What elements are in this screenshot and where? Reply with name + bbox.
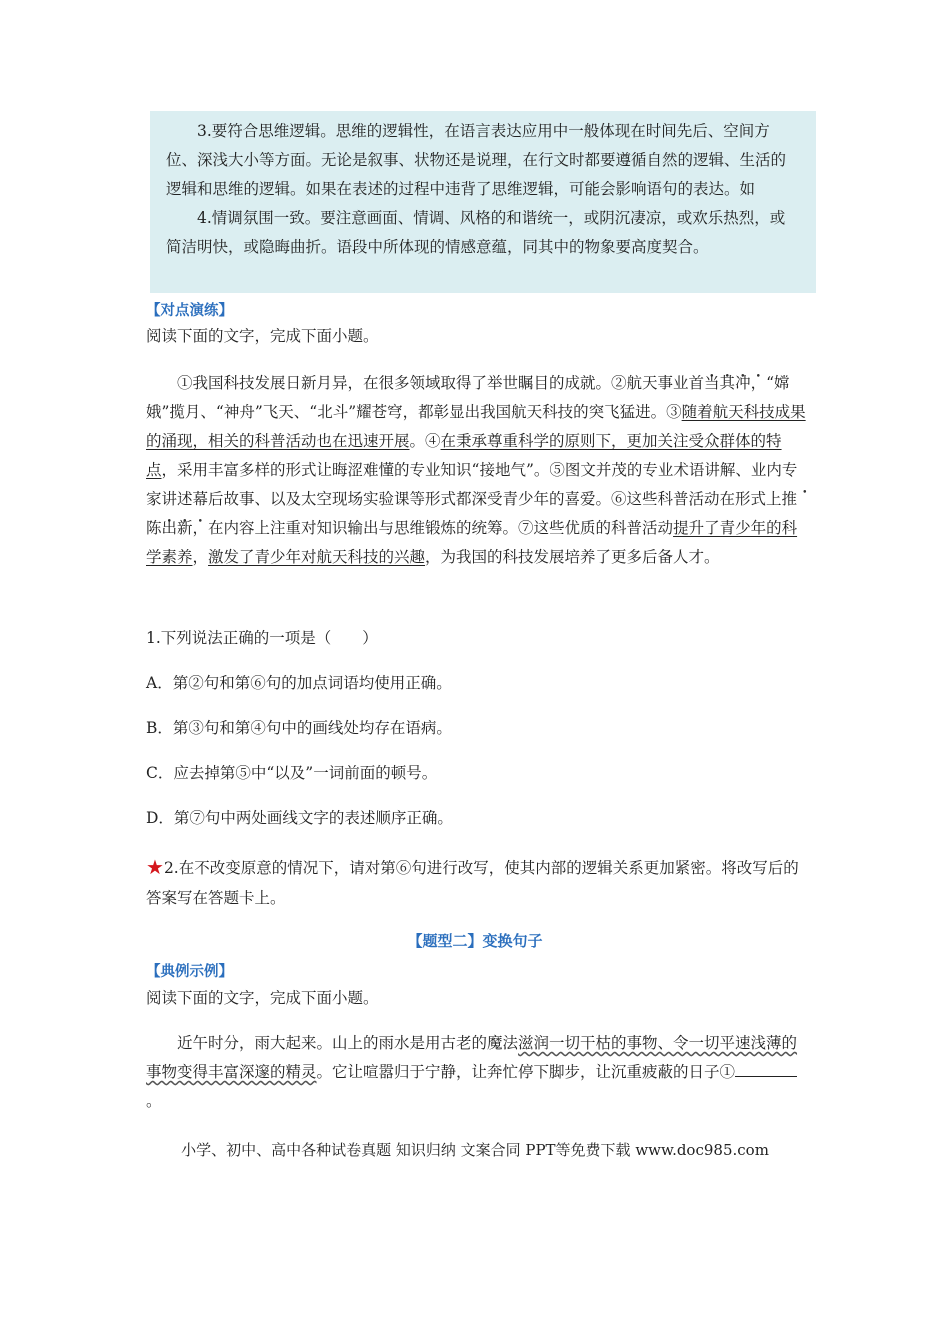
star-icon: ★ (146, 855, 164, 879)
dotted-char: 当 (704, 374, 720, 392)
passage-text: ，采用丰富多样的形式让晦涩难懂的专业知识“接地气”。⑤图文并茂的专业术语讲解、业内专家讲述幕后故事、以及太空现场实验课等形式都深受青少年的喜爱。⑥这些科普活动在形式上 (146, 461, 798, 508)
question-2-text: 2.在不改变原意的情况下，请对第⑥句进行改写，使其内部的逻辑关系更加紧密。将改写后的答案写在答题卡上。 (146, 859, 799, 907)
dotted-char: 首 (688, 374, 705, 392)
dotted-char: 其 (719, 374, 736, 392)
answer-blank[interactable] (735, 1062, 797, 1077)
passage-text: ，“嫦娥”揽月、“神舟”飞天、“北斗”耀苍穹，都彰显出我国航天科技的突飞猛进。③ (146, 374, 790, 421)
passage-text: 。 (146, 1092, 162, 1110)
type2-title: 【题型二】变换句子 (407, 932, 543, 950)
example-heading: 【典例示例】 (146, 964, 233, 980)
passage-text: 近午时分，雨大起来。山上的雨水是用古老的魔法 (177, 1034, 519, 1052)
passage-text: ， (192, 548, 209, 566)
passage-text: ①我国科技发展日新月异，在很多领域取得了举世瞩目的成就。②航天事业 (177, 374, 689, 392)
tip-box (150, 111, 816, 293)
example-passage (146, 1029, 810, 1116)
tip-point-4: 4.情调氛围一致。要注意画面、情调、风格的和谐统一，或阴沉凄凉，或欢乐热烈，或简洁明快，或隐晦曲折。语段中所体现的情感意蕴，同其中的物象要高度契合。 (166, 209, 786, 256)
tip-point-3: 3.要符合思维逻辑。思维的逻辑性，在语言表达应用中一般体现在时间先后、空间方位、深浅大小等方面。无论是叙事、状物还是说理，在行文时都要遵循自然的逻辑、生活的逻辑和思维的逻辑。如果在表述的过程中违背了思维逻辑，可能会影响语句的表达。如 (166, 122, 787, 198)
underlined-sentence-3: 随着航天科技成果的涌现，相关的科普活动也在迅速开展 (146, 403, 806, 450)
option-a: A．第②句和第⑥句的加点词语均使用正确。 (146, 674, 452, 692)
passage-text: 。它让喧嚣归于宁静，让奔忙停下脚步，让沉重疲蔽的日子① (316, 1063, 736, 1081)
example-instruction: 阅读下面的文字，完成下面小题。 (146, 989, 379, 1007)
option-b: B．第③句和第④句中的画线处均存在语病。 (146, 719, 452, 737)
question-1: 1.下列说法正确的一项是（ ） (146, 629, 378, 647)
dotted-char: 出 (161, 519, 178, 537)
underlined-phrase-7b: 激发了青少年对航天科技的兴趣 (208, 548, 426, 566)
underlined-phrase-7a: 提升了青少年的科学素养 (146, 519, 798, 566)
footer-text: 小学、初中、高中各种试卷真题 知识归纳 文案合同 PPT等免费下载 www.doc985.com (181, 1141, 769, 1159)
dotted-char: 冲 (735, 374, 751, 392)
underlined-sentence-4: 在秉承尊重科学的原则下，更加关注受众群体的特点 (146, 432, 782, 479)
practice-heading: 【对点演练】 (146, 303, 233, 319)
option-d: D．第⑦句中两处画线文字的表述顺序正确。 (146, 809, 453, 827)
passage-text: ，在内容上注重对知识输出与思维锻炼的统筹。⑦这些优质的科普活动 (192, 519, 674, 537)
dotted-char: 推 (781, 490, 798, 508)
option-c: C．应去掉第⑤中“以及”一词前面的顿号。 (146, 764, 438, 782)
question-2 (146, 852, 810, 913)
dotted-char: 陈 (146, 519, 162, 537)
practice-instruction: 阅读下面的文字，完成下面小题。 (146, 327, 379, 345)
passage-text: ，为我国的科技发展培养了更多后备人才。 (425, 548, 720, 566)
wavy-underlined-phrase: 滋润一切干枯的事物、令一切平速浅薄的事物变得丰富深邃的精灵 (146, 1034, 798, 1081)
practice-passage (146, 369, 810, 572)
passage-text: 。④ (409, 432, 441, 450)
dotted-char: 新 (177, 519, 193, 537)
